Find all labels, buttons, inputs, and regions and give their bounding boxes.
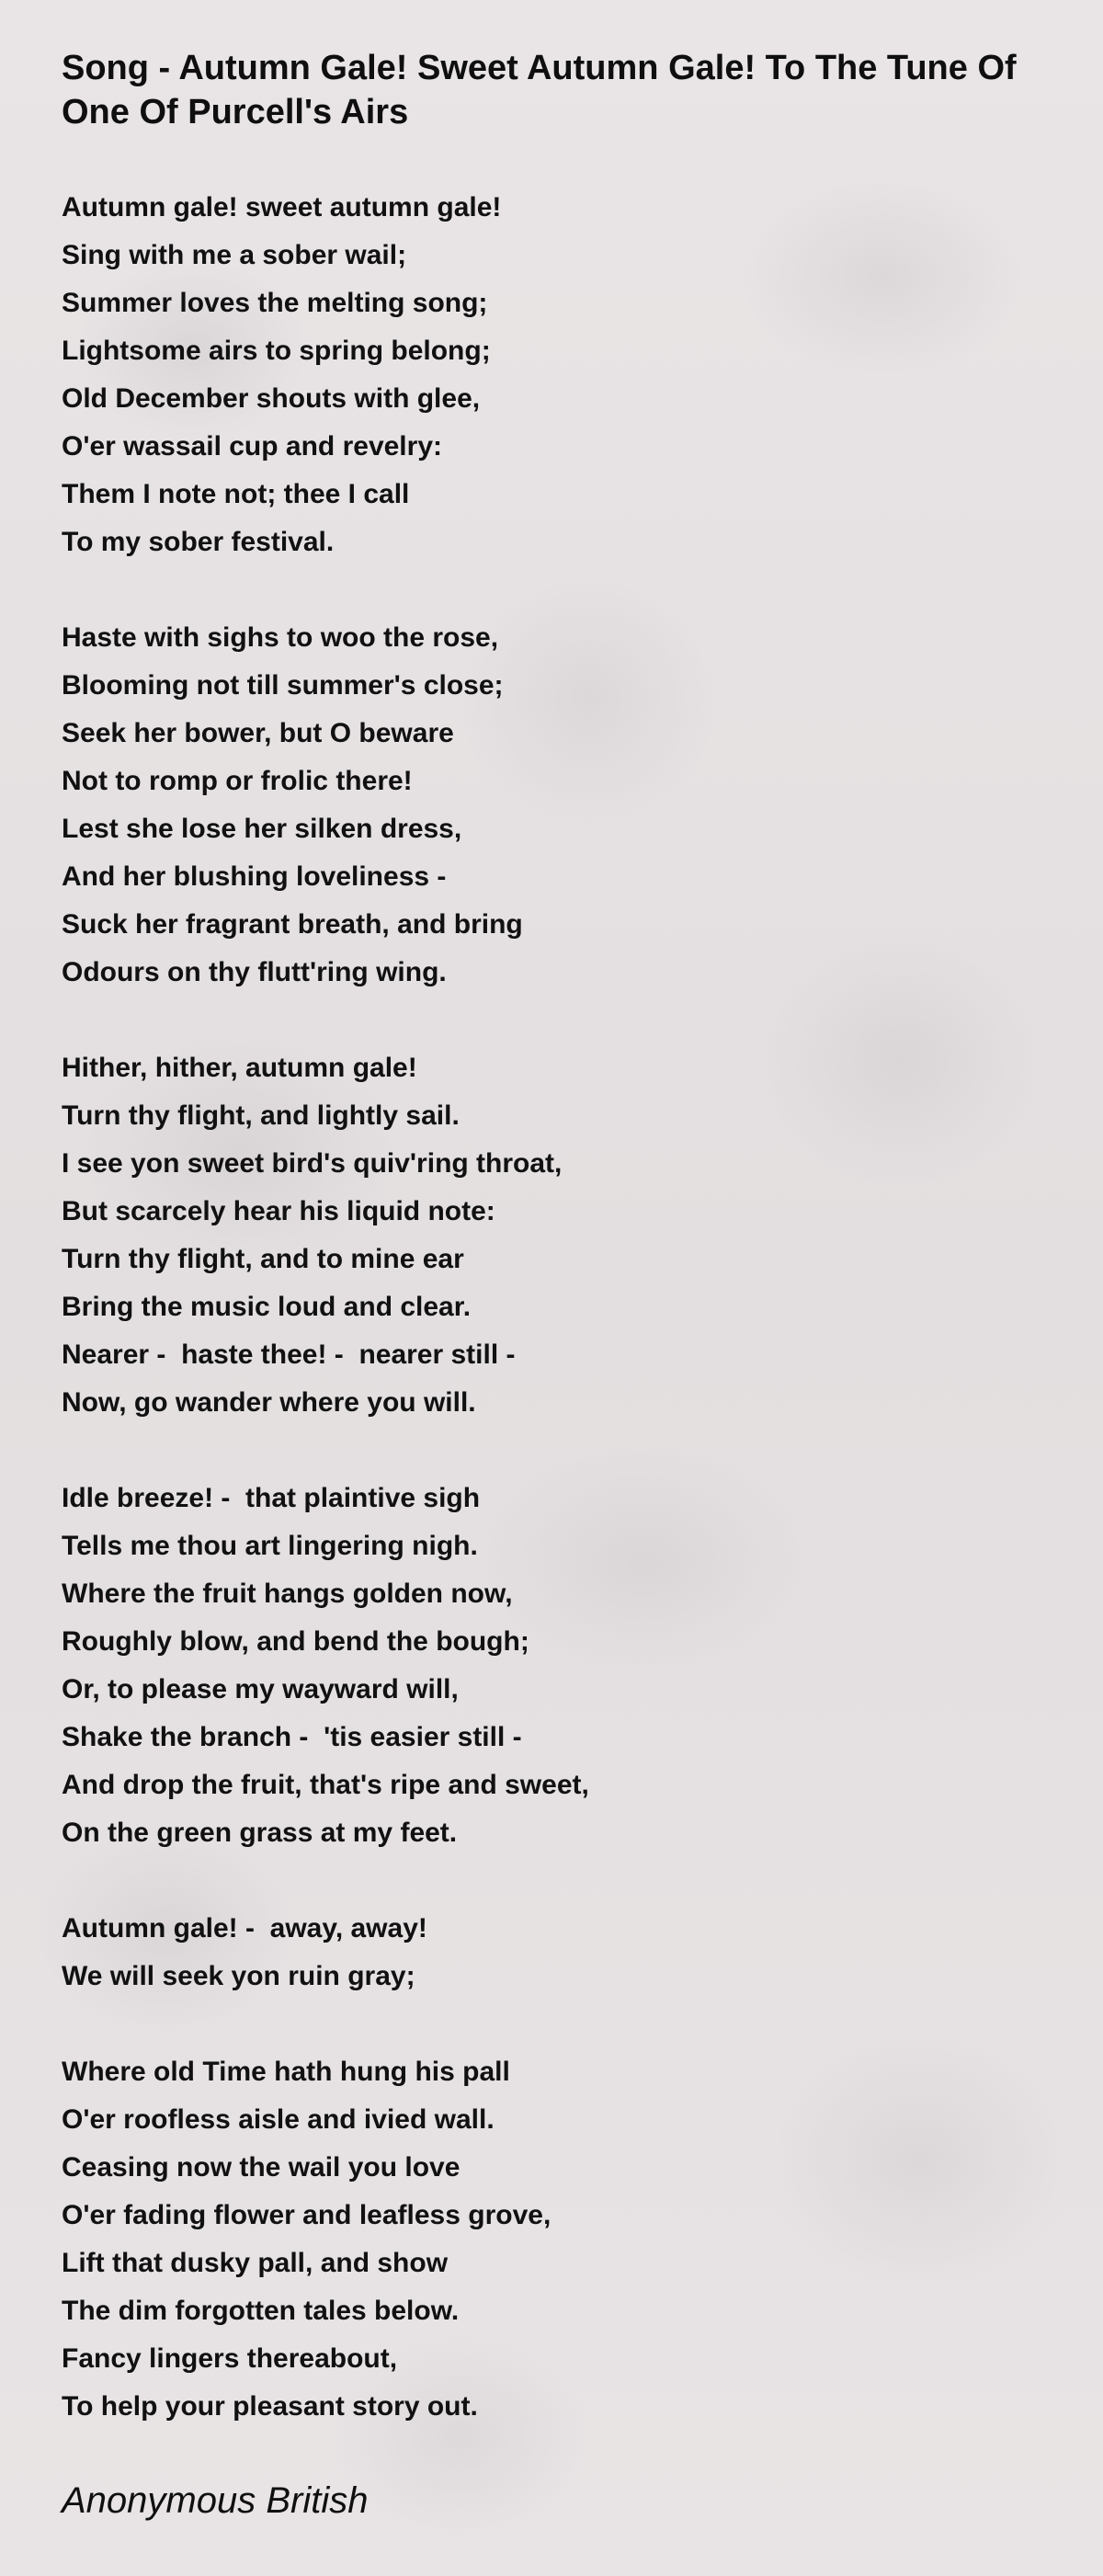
poem-line: I see yon sweet bird's quiv'ring throat, [62,1148,563,1179]
poem-line: Lift that dusky pall, and show [62,2248,449,2278]
poem-body [62,184,1054,2431]
poem-line: Idle breeze! - that plaintive sigh [62,1483,481,1513]
poem-line: Summer loves the melting song; [62,288,488,318]
poem-line: Fancy lingers thereabout, [62,2343,398,2374]
poem-line: Where the fruit hangs golden now, [62,1579,513,1609]
poem-line: And drop the fruit, that's ripe and sweet, [62,1770,589,1800]
poem-line: On the green grass at my feet. [62,1818,458,1848]
poem-line: Now, go wander where you will. [62,1387,476,1418]
poem-line: To help your pleasant story out. [62,2391,478,2422]
poem-line: Nearer - haste thee! - nearer still - [62,1339,516,1370]
poem-line: Hither, hither, autumn gale! [62,1053,417,1083]
poem-line: Seek her bower, but O beware [62,718,454,748]
poem-author: Anonymous British [62,2480,369,2521]
poem-line: Odours on thy flutt'ring wing. [62,957,447,987]
poem-line: But scarcely hear his liquid note: [62,1196,495,1226]
poem-title: Song - Autumn Gale! Sweet Autumn Gale! To The Tune Of One Of Purcell's Airs [62,49,1017,131]
poem-line: Bring the music loud and clear. [62,1292,472,1322]
poem-line: O'er roofless aisle and ivied wall. [62,2104,495,2135]
poem-line: Sing with me a sober wail; [62,240,407,270]
poem-line: Where old Time hath hung his pall [62,2057,510,2087]
poem-line: Ceasing now the wail you love [62,2152,461,2183]
poem-line: Lest she lose her silken dress, [62,814,462,844]
poem-line: Tells me thou art lingering nigh. [62,1531,478,1561]
stanza [62,2048,1054,2431]
poem-line: Turn thy flight, and to mine ear [62,1244,464,1274]
stanza [62,184,1054,566]
poem-line: Shake the branch - 'tis easier still - [62,1722,522,1752]
poem-line: Roughly blow, and bend the bough; [62,1626,529,1657]
poem-page [62,46,1054,2479]
poem-line: Turn thy flight, and lightly sail. [62,1100,460,1131]
poem-line: To my sober festival. [62,527,335,557]
poem-line: We will seek yon ruin gray; [62,1961,415,1991]
poem-line: Haste with sighs to woo the rose, [62,622,499,653]
stanza [62,1044,1054,1427]
poem-line: Autumn gale! - away, away! [62,1913,427,1943]
stanza [62,1475,1054,1857]
stanza [62,614,1054,997]
poem-line: Lightsome airs to spring belong; [62,336,491,366]
poem-line: Or, to please my wayward will, [62,1674,459,1704]
poem-line: Them I note not; thee I call [62,479,410,509]
poem-line: Autumn gale! sweet autumn gale! [62,192,502,222]
poem-line: O'er wassail cup and revelry: [62,431,442,462]
poem-line: Blooming not till summer's close; [62,670,504,701]
poem-line: The dim forgotten tales below. [62,2296,460,2326]
stanza [62,1905,1054,2000]
poem-line: Old December shouts with glee, [62,383,481,414]
poem-line: O'er fading flower and leafless grove, [62,2200,552,2230]
poem-line: Suck her fragrant breath, and bring [62,909,523,940]
poem-line: And her blushing loveliness - [62,861,447,892]
poem-line: Not to romp or frolic there! [62,766,413,796]
